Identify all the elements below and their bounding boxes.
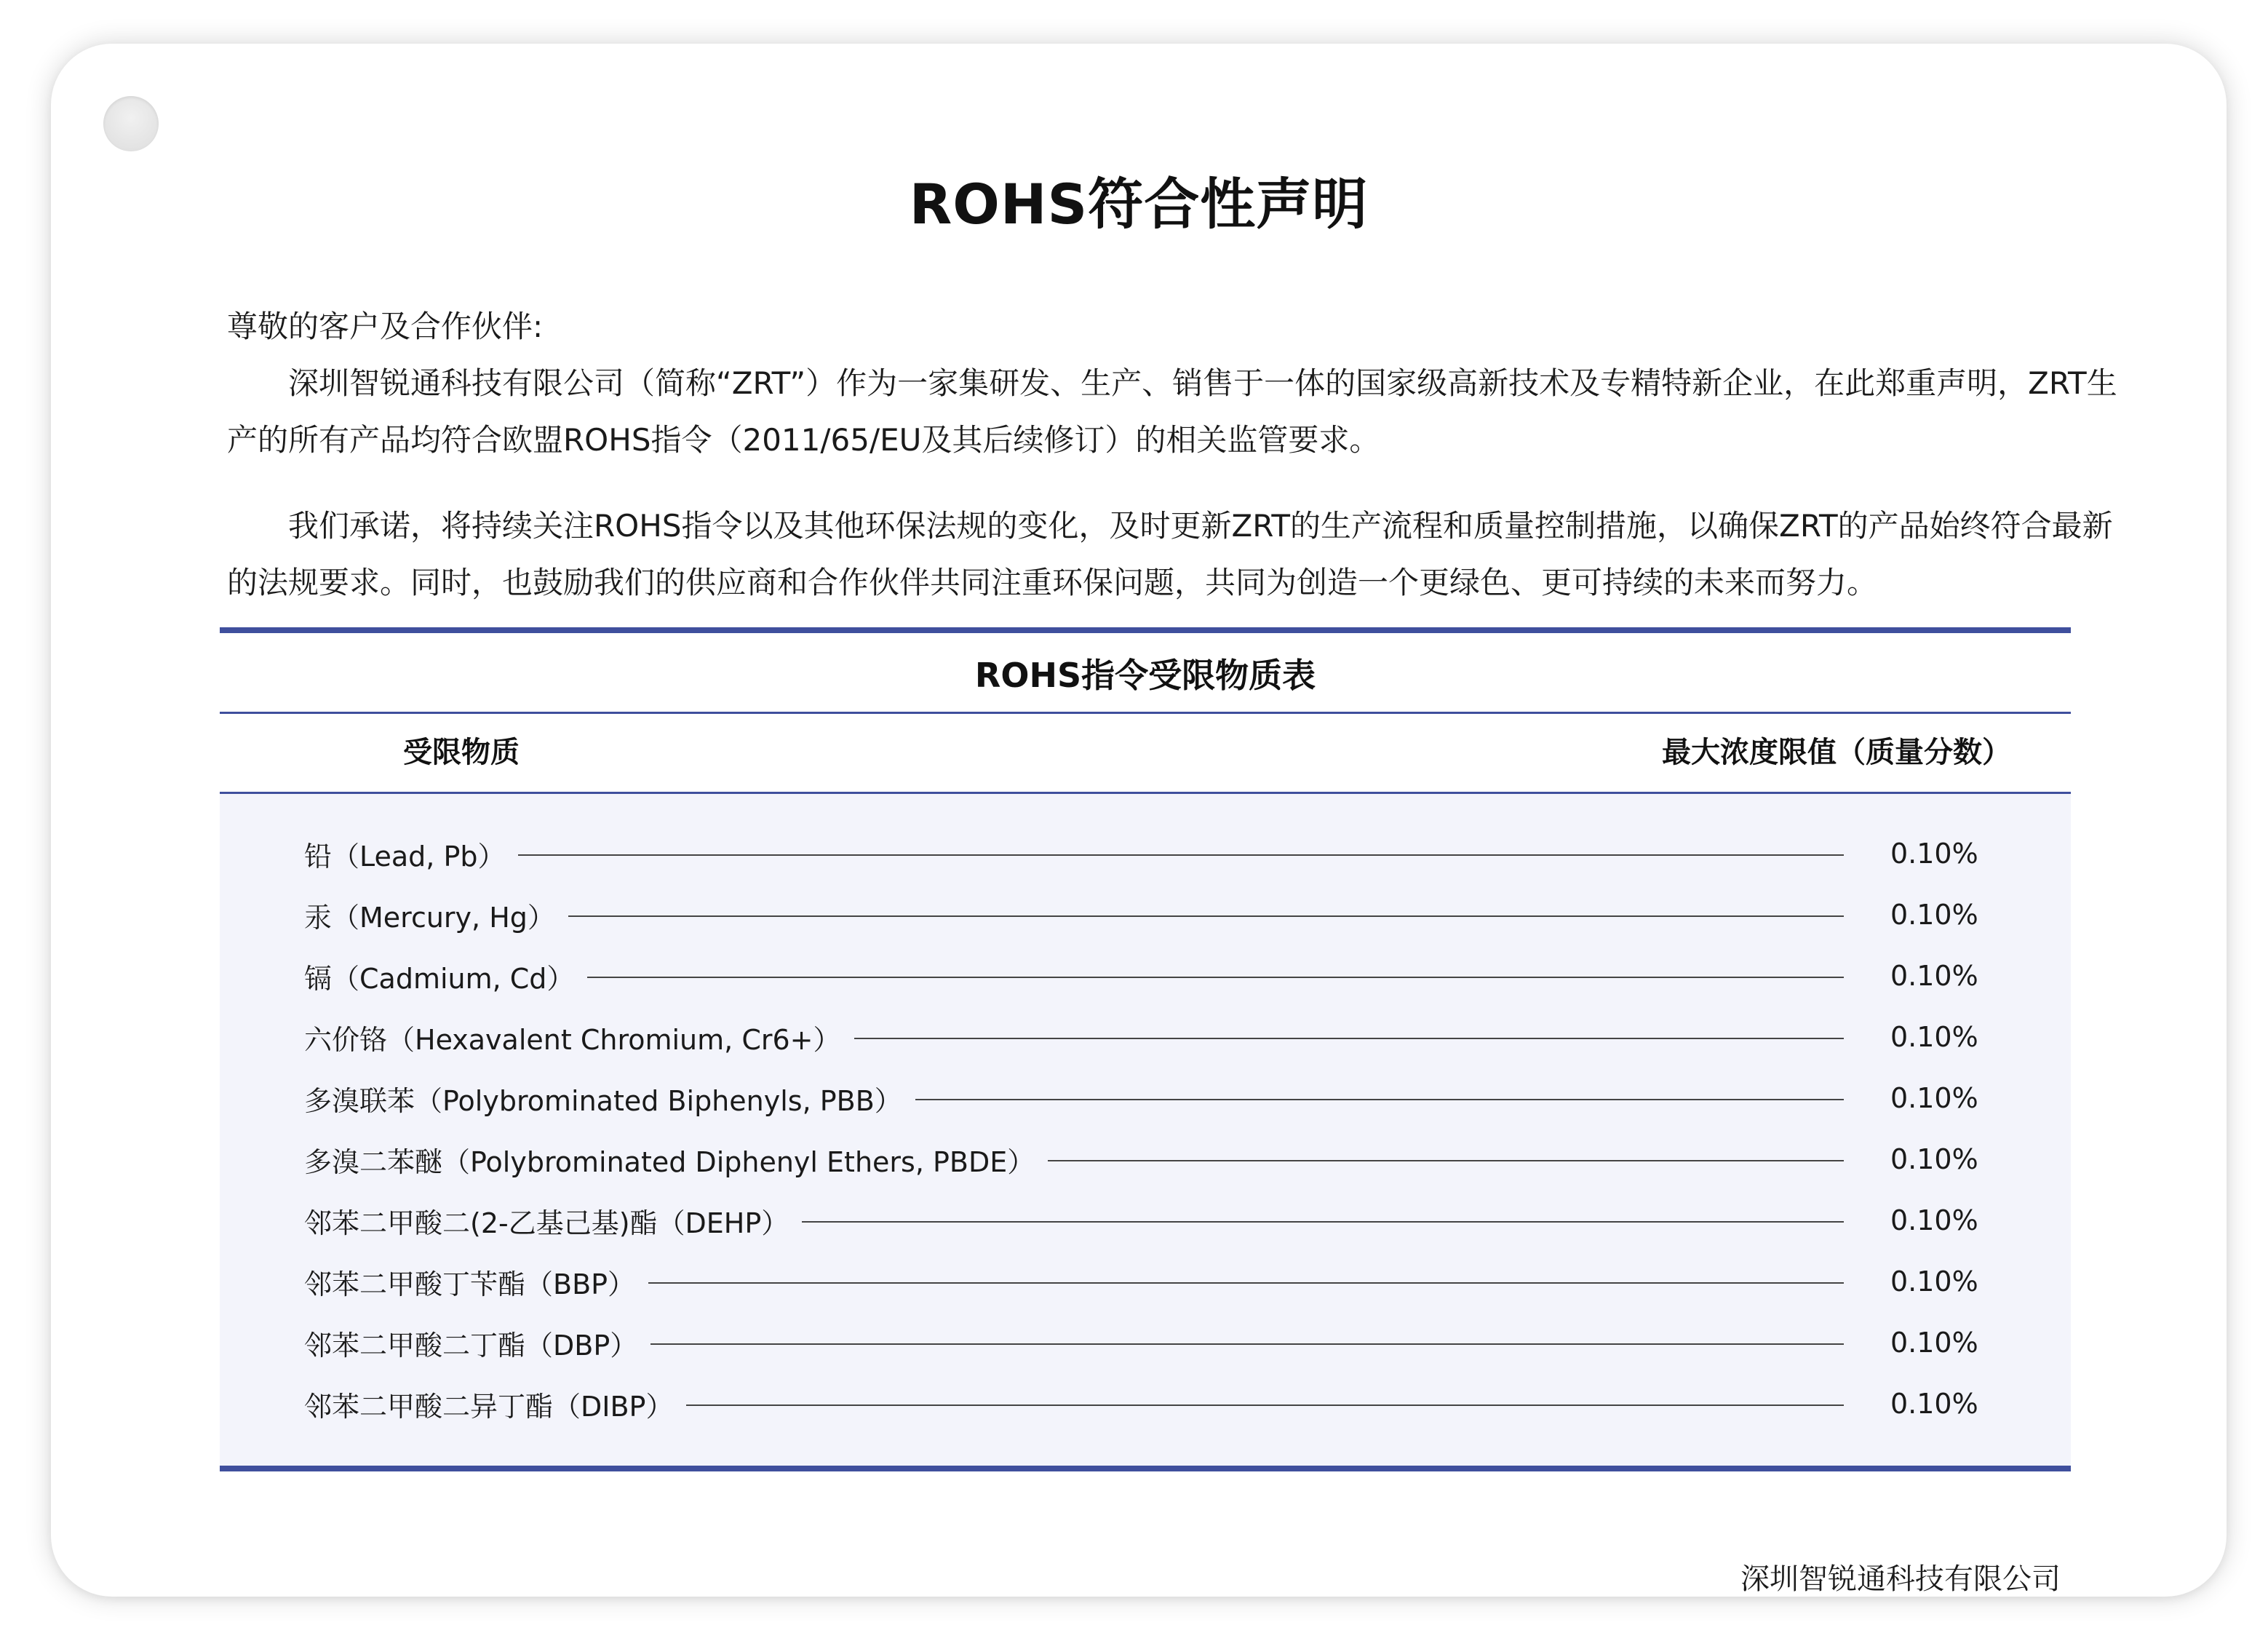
substance-name: 邻苯二甲酸二丁酯（DBP） <box>304 1329 638 1362</box>
column-header-substance: 受限物质 <box>403 736 520 769</box>
table-body <box>220 794 2071 1466</box>
table-row <box>304 1076 1978 1120</box>
table-row <box>304 1137 1978 1181</box>
leader-line <box>587 977 1844 978</box>
table-row <box>304 893 1978 937</box>
substance-name: 镉（Cadmium, Cd） <box>304 962 575 995</box>
leader-line <box>802 1221 1844 1223</box>
declaration-card <box>51 44 2227 1597</box>
substance-limit: 0.10% <box>1890 1082 1978 1114</box>
table-row <box>304 1015 1978 1059</box>
substance-limit: 0.10% <box>1890 1021 1978 1053</box>
leader-line <box>1048 1160 1844 1161</box>
leader-line <box>518 854 1844 856</box>
substance-limit: 0.10% <box>1890 838 1978 870</box>
leader-line <box>854 1038 1845 1039</box>
table-row <box>304 1382 1978 1426</box>
table-row <box>304 1199 1978 1242</box>
leader-line <box>648 1282 1844 1284</box>
substance-limit: 0.10% <box>1890 1204 1978 1236</box>
table-top-rule <box>220 627 2071 633</box>
paragraph-declaration: 深圳智锐通科技有限公司（简称“ZRT”）作为一家集研发、生产、销售于一体的国家级高新技术及专精特新企业，在此郑重声明，ZRT生产的所有产品均符合欧盟ROHS指令（2011/65/EU及其后续修订）的相关监管要求。 <box>227 365 2117 458</box>
substance-limit: 0.10% <box>1890 1266 1978 1298</box>
page-title: ROHS符合性声明 <box>909 172 1369 237</box>
table-row <box>304 832 1978 875</box>
leader-line <box>686 1404 1844 1406</box>
leader-line <box>915 1099 1844 1100</box>
greeting: 尊敬的客户及合作伙伴: <box>227 309 544 344</box>
leader-line <box>568 915 1844 917</box>
substance-name: 铅（Lead, Pb） <box>304 840 506 873</box>
substance-name: 邻苯二甲酸二(2-乙基己基)酯（DEHP） <box>304 1207 789 1239</box>
substance-name: 邻苯二甲酸丁苄酯（BBP） <box>304 1268 636 1300</box>
table-row <box>304 1260 1978 1303</box>
paragraph-commitment: 我们承诺，将持续关注ROHS指令以及其他环保法规的变化，及时更新ZRT的生产流程和质量控制措施，以确保ZRT的产品始终符合最新的法规要求。同时，也鼓励我们的供应商和合作伙伴共同注重环保问题，共同为创造一个更绿色、更可持续的未来而努力。 <box>227 508 2113 600</box>
substance-limit: 0.10% <box>1890 1388 1978 1420</box>
restricted-substances-table <box>220 627 2071 1471</box>
substance-limit: 0.10% <box>1890 1327 1978 1359</box>
table-title: ROHS指令受限物质表 <box>974 656 1316 695</box>
substance-limit: 0.10% <box>1890 1143 1978 1175</box>
leader-line <box>650 1343 1844 1345</box>
column-header-limit: 最大浓度限值（质量分数） <box>1662 736 2011 769</box>
substance-limit: 0.10% <box>1890 960 1978 992</box>
substance-name: 汞（Mercury, Hg） <box>304 901 555 934</box>
substance-limit: 0.10% <box>1890 899 1978 931</box>
substance-name: 多溴二苯醚（Polybrominated Diphenyl Ethers, PBDE） <box>304 1145 1035 1178</box>
substance-name: 六价铬（Hexavalent Chromium, Cr6+） <box>304 1023 841 1056</box>
table-bottom-rule <box>220 1466 2071 1471</box>
substance-name: 多溴联苯（Polybrominated Biphenyls, PBB） <box>304 1084 902 1117</box>
table-title-rule <box>220 712 2071 714</box>
table-row <box>304 954 1978 998</box>
table-row <box>304 1321 1978 1364</box>
punch-hole-decoration <box>103 96 159 151</box>
substance-name: 邻苯二甲酸二异丁酯（DIBP） <box>304 1390 674 1423</box>
company-signature: 深圳智锐通科技有限公司 <box>1740 1562 2061 1596</box>
